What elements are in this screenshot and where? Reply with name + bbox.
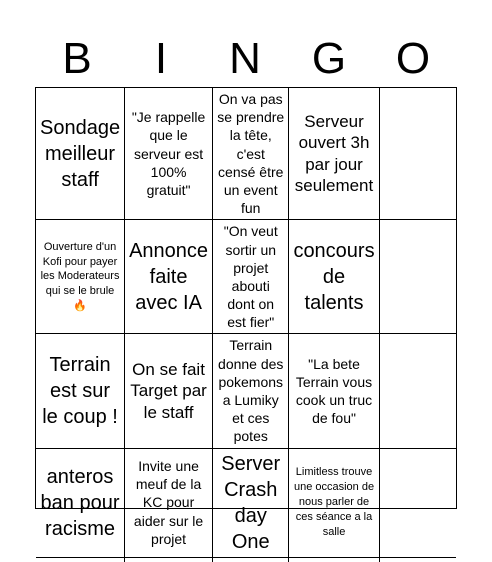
bingo-cell-r2-c2[interactable]: Annonce faite avec IA	[125, 220, 213, 334]
bingo-cell-r2-c1[interactable]: Ouverture d'un Kofi pour payer les Moderateurs qui se le brule 🔥	[36, 220, 125, 334]
header-letter-b: B	[62, 34, 92, 83]
header-letter-o: O	[395, 34, 431, 83]
bingo-cell-r5-c1[interactable]	[36, 558, 125, 562]
bingo-cell-r4-c2[interactable]: Invite une meuf de la KC pour aider sur le projet	[125, 449, 213, 558]
bingo-cell-r1-c5[interactable]	[380, 88, 456, 220]
bingo-cell-r3-c1[interactable]: Terrain est sur le coup !	[36, 334, 125, 448]
bingo-cell-r4-c5[interactable]	[380, 449, 456, 558]
bingo-card	[35, 87, 457, 553]
bingo-cell-r1-c2[interactable]: "Je rappelle que le serveur est 100% gratuit"	[125, 88, 213, 220]
bingo-cell-r2-c4[interactable]: concours de talents	[289, 220, 379, 334]
bingo-cell-r4-c4[interactable]: Limitless trouve une occasion de nous parler de ces séance a la salle	[289, 449, 379, 558]
bingo-cell-r3-c4[interactable]: "La bete Terrain vous cook un truc de fou"	[289, 334, 379, 448]
header-letter-i: I	[154, 34, 168, 83]
bingo-cell-r1-c1[interactable]: Sondage meilleur staff	[36, 88, 125, 220]
bingo-cell-r5-c5[interactable]	[380, 558, 456, 562]
bingo-cell-r3-c2[interactable]: On se fait Target par le staff	[125, 334, 213, 448]
bingo-cell-r1-c3[interactable]: On va pas se prendre la tête, c'est censé être un event fun	[213, 88, 289, 220]
bingo-cell-r2-c3[interactable]: "On veut sortir un projet abouti dont on est fier"	[213, 220, 289, 334]
bingo-cell-r4-c1[interactable]: anteros ban pour racisme	[36, 449, 125, 558]
header-letter-n: N	[229, 34, 261, 83]
bingo-cell-r2-c5[interactable]	[380, 220, 456, 334]
bingo-cell-r3-c5[interactable]	[380, 334, 456, 448]
bingo-cell-r5-c3[interactable]	[213, 558, 289, 562]
bingo-cell-r4-c3[interactable]: Server Crash day One	[213, 449, 289, 558]
bingo-cell-r1-c4[interactable]: Serveur ouvert 3h par jour seulement	[289, 88, 379, 220]
header-letter-g: G	[311, 34, 347, 83]
bingo-cell-r5-c2[interactable]	[125, 558, 213, 562]
bingo-header	[35, 34, 457, 84]
bingo-cell-r3-c3[interactable]: Terrain donne des pokemons a Lumiky et ces potes	[213, 334, 289, 448]
bingo-cell-r5-c4[interactable]	[289, 558, 379, 562]
